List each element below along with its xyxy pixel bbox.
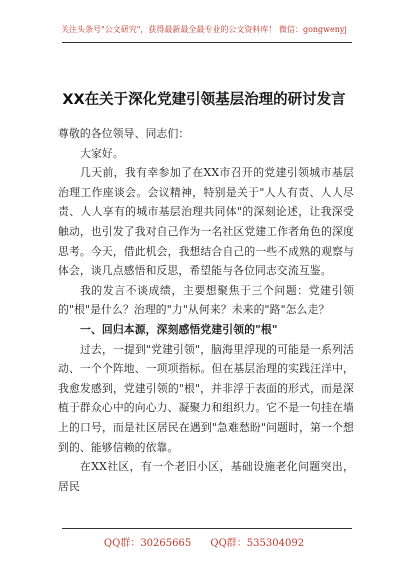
salutation: 尊敬的各位领导、同志们： bbox=[58, 127, 190, 140]
section-heading-1: 一、回归本源，深刻感悟党建引领的"根" bbox=[80, 322, 278, 336]
paragraph-2: 我的发言不谈成绩，主要想聚焦于三个问题：党建引领的"根"是什么？治理的"力"从何来？未来的"路"怎么走？ bbox=[58, 283, 354, 317]
paragraph-3: 过去，一提到"党建引领"，脑海里浮现的可能是一系列活动、一个个阵地、一项项指标。但在基层治理的实践汪洋中，我愈发感到，党建引领的"根"，并非浮于表面的形式，而是深植于群众心中的向心力、凝聚力和组织力。它不是一句挂在墙上的口号，而是社区居民在遇到"急难愁盼"问题时，第一个想到的、能够信赖的依靠。 bbox=[58, 342, 354, 454]
paragraph-4: 在XX社区，有一个老旧小区，基础设施老化问题突出，居民 bbox=[58, 460, 354, 493]
footer-divider bbox=[62, 528, 352, 529]
header-divider bbox=[62, 42, 352, 43]
footer-qq-group-1: QQ群：30265665 bbox=[103, 538, 192, 549]
header-banner: 关注头条号"公文研究"，获得最新最全最专业的公文资料库！ 微信：gongwenyj bbox=[61, 25, 347, 34]
footer-qq-group-2: QQ群：535304092 bbox=[210, 538, 305, 549]
document-title: XX在关于深化党建引领基层治理的研讨发言 bbox=[62, 92, 346, 108]
greeting: 大家好。 bbox=[80, 146, 124, 160]
document-body bbox=[58, 124, 354, 496]
footer bbox=[0, 534, 408, 549]
paragraph-1: 几天前，我有幸参加了在XX市召开的党建引领城市基层治理工作座谈会。会议精神，特别是关于"人人有责、人人尽责、人人享有的城市基层治理共同体"的深刻论述，让我深受触动，也引发了我对自己作为一名社区党建工作者角色的深度思考。今天，借此机会，我想结合自己的一些不成熟的观察与体会，谈几点感悟和反思，希望能与各位同志交流互鉴。 bbox=[58, 166, 354, 278]
